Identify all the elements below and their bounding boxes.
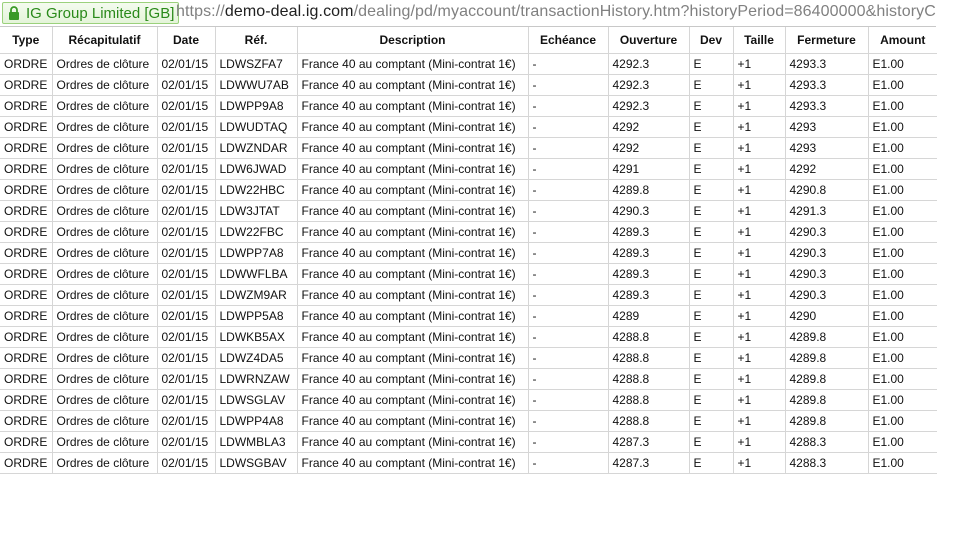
cell-fermeture: 4290 (785, 306, 868, 327)
cell-ouverture: 4289.3 (608, 264, 689, 285)
cell-description: France 40 au comptant (Mini-contrat 1€) (297, 411, 528, 432)
column-header-ref[interactable]: Réf. (215, 27, 297, 54)
cell-recapitulatif: Ordres de clôture (52, 117, 157, 138)
cell-ouverture: 4288.8 (608, 369, 689, 390)
cell-amount: E1.00 (868, 180, 937, 201)
cell-dev: E (689, 201, 733, 222)
cell-dev: E (689, 411, 733, 432)
table-row[interactable] (0, 390, 937, 411)
browser-address-bar[interactable] (0, 0, 936, 27)
cell-ouverture: 4288.8 (608, 348, 689, 369)
cell-ref: LDWPP5A8 (215, 306, 297, 327)
cell-taille: +1 (733, 117, 785, 138)
cell-amount: E1.00 (868, 306, 937, 327)
cell-taille: +1 (733, 453, 785, 474)
cell-echeance: - (528, 285, 608, 306)
cell-type: ORDRE (0, 285, 52, 306)
cell-recapitulatif: Ordres de clôture (52, 201, 157, 222)
cell-ref: LDWWFLBA (215, 264, 297, 285)
table-row[interactable] (0, 285, 937, 306)
cell-ouverture: 4292.3 (608, 54, 689, 75)
column-header-type[interactable]: Type (0, 27, 52, 54)
cell-ref: LDWSZFA7 (215, 54, 297, 75)
table-row[interactable] (0, 432, 937, 453)
cell-taille: +1 (733, 75, 785, 96)
cell-amount: E1.00 (868, 117, 937, 138)
cell-date: 02/01/15 (157, 180, 215, 201)
cell-ouverture: 4288.8 (608, 390, 689, 411)
transaction-history-table (0, 27, 937, 474)
cell-description: France 40 au comptant (Mini-contrat 1€) (297, 180, 528, 201)
cell-description: France 40 au comptant (Mini-contrat 1€) (297, 75, 528, 96)
cell-taille: +1 (733, 138, 785, 159)
cell-recapitulatif: Ordres de clôture (52, 96, 157, 117)
cell-taille: +1 (733, 432, 785, 453)
cell-taille: +1 (733, 201, 785, 222)
cell-dev: E (689, 264, 733, 285)
table-row[interactable] (0, 348, 937, 369)
cell-taille: +1 (733, 348, 785, 369)
cell-ouverture: 4288.8 (608, 411, 689, 432)
cell-recapitulatif: Ordres de clôture (52, 264, 157, 285)
column-header-recapitulatif[interactable]: Récapitulatif (52, 27, 157, 54)
cell-date: 02/01/15 (157, 453, 215, 474)
cell-fermeture: 4288.3 (785, 432, 868, 453)
cell-taille: +1 (733, 243, 785, 264)
cell-date: 02/01/15 (157, 243, 215, 264)
cell-recapitulatif: Ordres de clôture (52, 180, 157, 201)
cell-ref: LDW6JWAD (215, 159, 297, 180)
cell-ouverture: 4291 (608, 159, 689, 180)
table-row[interactable] (0, 159, 937, 180)
cell-description: France 40 au comptant (Mini-contrat 1€) (297, 285, 528, 306)
cell-dev: E (689, 432, 733, 453)
cell-recapitulatif: Ordres de clôture (52, 54, 157, 75)
cell-echeance: - (528, 117, 608, 138)
cell-taille: +1 (733, 264, 785, 285)
cell-date: 02/01/15 (157, 159, 215, 180)
table-row[interactable] (0, 369, 937, 390)
cell-ouverture: 4292.3 (608, 75, 689, 96)
cell-echeance: - (528, 96, 608, 117)
cell-date: 02/01/15 (157, 348, 215, 369)
cell-date: 02/01/15 (157, 222, 215, 243)
cell-taille: +1 (733, 222, 785, 243)
cell-amount: E1.00 (868, 369, 937, 390)
cell-dev: E (689, 285, 733, 306)
cell-fermeture: 4290.3 (785, 264, 868, 285)
cell-description: France 40 au comptant (Mini-contrat 1€) (297, 369, 528, 390)
cell-description: France 40 au comptant (Mini-contrat 1€) (297, 201, 528, 222)
cell-fermeture: 4290.3 (785, 222, 868, 243)
cell-echeance: - (528, 327, 608, 348)
column-header-echeance[interactable]: Echéance (528, 27, 608, 54)
cell-echeance: - (528, 390, 608, 411)
cell-description: France 40 au comptant (Mini-contrat 1€) (297, 159, 528, 180)
cell-dev: E (689, 348, 733, 369)
cell-ouverture: 4289.8 (608, 180, 689, 201)
table-row[interactable] (0, 222, 937, 243)
cell-date: 02/01/15 (157, 264, 215, 285)
cell-fermeture: 4290.8 (785, 180, 868, 201)
cell-amount: E1.00 (868, 138, 937, 159)
cell-echeance: - (528, 222, 608, 243)
cell-amount: E1.00 (868, 75, 937, 96)
cell-fermeture: 4293.3 (785, 54, 868, 75)
cell-ref: LDW3JTAT (215, 201, 297, 222)
cell-amount: E1.00 (868, 222, 937, 243)
cell-type: ORDRE (0, 117, 52, 138)
cell-dev: E (689, 159, 733, 180)
cell-echeance: - (528, 348, 608, 369)
cell-description: France 40 au comptant (Mini-contrat 1€) (297, 54, 528, 75)
cell-amount: E1.00 (868, 453, 937, 474)
cell-dev: E (689, 117, 733, 138)
cell-echeance: - (528, 75, 608, 96)
cell-taille: +1 (733, 390, 785, 411)
cell-ouverture: 4289.3 (608, 285, 689, 306)
cell-ref: LDWZM9AR (215, 285, 297, 306)
cell-recapitulatif: Ordres de clôture (52, 411, 157, 432)
cell-fermeture: 4289.8 (785, 411, 868, 432)
cell-recapitulatif: Ordres de clôture (52, 222, 157, 243)
cell-echeance: - (528, 369, 608, 390)
cell-ref: LDWRNZAW (215, 369, 297, 390)
cell-fermeture: 4293.3 (785, 96, 868, 117)
cell-ouverture: 4287.3 (608, 453, 689, 474)
cell-fermeture: 4293.3 (785, 75, 868, 96)
cell-recapitulatif: Ordres de clôture (52, 285, 157, 306)
column-header-description[interactable]: Description (297, 27, 528, 54)
cell-recapitulatif: Ordres de clôture (52, 159, 157, 180)
cell-date: 02/01/15 (157, 54, 215, 75)
cell-fermeture: 4289.8 (785, 327, 868, 348)
cell-description: France 40 au comptant (Mini-contrat 1€) (297, 222, 528, 243)
cell-description: France 40 au comptant (Mini-contrat 1€) (297, 264, 528, 285)
cell-date: 02/01/15 (157, 411, 215, 432)
cell-type: ORDRE (0, 348, 52, 369)
cell-ref: LDWMBLA3 (215, 432, 297, 453)
cell-type: ORDRE (0, 327, 52, 348)
cell-ouverture: 4288.8 (608, 327, 689, 348)
cell-taille: +1 (733, 96, 785, 117)
cell-description: France 40 au comptant (Mini-contrat 1€) (297, 390, 528, 411)
column-header-taille[interactable]: Taille (733, 27, 785, 54)
cell-recapitulatif: Ordres de clôture (52, 453, 157, 474)
cell-date: 02/01/15 (157, 285, 215, 306)
cell-echeance: - (528, 201, 608, 222)
cell-dev: E (689, 54, 733, 75)
table-row[interactable] (0, 411, 937, 432)
cell-date: 02/01/15 (157, 201, 215, 222)
cell-type: ORDRE (0, 243, 52, 264)
cell-amount: E1.00 (868, 348, 937, 369)
cell-type: ORDRE (0, 201, 52, 222)
cell-ouverture: 4292 (608, 117, 689, 138)
cell-fermeture: 4290.3 (785, 285, 868, 306)
cell-type: ORDRE (0, 75, 52, 96)
cell-fermeture: 4288.3 (785, 453, 868, 474)
cell-taille: +1 (733, 285, 785, 306)
cell-amount: E1.00 (868, 327, 937, 348)
table-row[interactable] (0, 180, 937, 201)
cell-dev: E (689, 222, 733, 243)
column-header-date[interactable]: Date (157, 27, 215, 54)
cell-recapitulatif: Ordres de clôture (52, 369, 157, 390)
cell-taille: +1 (733, 159, 785, 180)
cell-recapitulatif: Ordres de clôture (52, 390, 157, 411)
cell-echeance: - (528, 159, 608, 180)
cell-ouverture: 4292 (608, 138, 689, 159)
column-header-ouverture[interactable]: Ouverture (608, 27, 689, 54)
cell-amount: E1.00 (868, 54, 937, 75)
cell-type: ORDRE (0, 138, 52, 159)
cell-amount: E1.00 (868, 432, 937, 453)
cell-type: ORDRE (0, 159, 52, 180)
url-scheme: https:// (176, 3, 225, 20)
transaction-history-table-container (0, 27, 937, 474)
url-path: /dealing/pd/myaccount/transactionHistory.htm?historyPeriod=86400000&historyC (353, 3, 936, 20)
url-host: demo-deal.ig.com (224, 3, 354, 20)
cell-echeance: - (528, 243, 608, 264)
cell-amount: E1.00 (868, 96, 937, 117)
cell-dev: E (689, 96, 733, 117)
cell-taille: +1 (733, 180, 785, 201)
cell-recapitulatif: Ordres de clôture (52, 75, 157, 96)
table-row[interactable] (0, 453, 937, 474)
cell-ref: LDW22FBC (215, 222, 297, 243)
cell-echeance: - (528, 180, 608, 201)
cell-type: ORDRE (0, 390, 52, 411)
cell-recapitulatif: Ordres de clôture (52, 348, 157, 369)
cell-ref: LDWSGBAV (215, 453, 297, 474)
cell-dev: E (689, 243, 733, 264)
table-row[interactable] (0, 75, 937, 96)
cell-amount: E1.00 (868, 264, 937, 285)
url-text[interactable] (176, 3, 936, 21)
cell-taille: +1 (733, 306, 785, 327)
cell-date: 02/01/15 (157, 369, 215, 390)
cell-description: France 40 au comptant (Mini-contrat 1€) (297, 327, 528, 348)
cell-taille: +1 (733, 411, 785, 432)
cell-dev: E (689, 390, 733, 411)
cell-ref: LDWWU7AB (215, 75, 297, 96)
table-row[interactable] (0, 264, 937, 285)
cell-ref: LDWUDTAQ (215, 117, 297, 138)
cell-dev: E (689, 453, 733, 474)
cell-ouverture: 4289.3 (608, 222, 689, 243)
cell-amount: E1.00 (868, 390, 937, 411)
cell-recapitulatif: Ordres de clôture (52, 306, 157, 327)
cell-dev: E (689, 369, 733, 390)
cell-echeance: - (528, 54, 608, 75)
lock-icon (7, 5, 21, 21)
cell-echeance: - (528, 411, 608, 432)
table-row[interactable] (0, 306, 937, 327)
cell-description: France 40 au comptant (Mini-contrat 1€) (297, 117, 528, 138)
table-row[interactable] (0, 54, 937, 75)
cell-fermeture: 4293 (785, 117, 868, 138)
cell-fermeture: 4289.8 (785, 369, 868, 390)
cell-recapitulatif: Ordres de clôture (52, 243, 157, 264)
table-row[interactable] (0, 201, 937, 222)
cell-amount: E1.00 (868, 411, 937, 432)
column-header-amount[interactable]: Amount (868, 27, 937, 54)
cell-date: 02/01/15 (157, 432, 215, 453)
cell-amount: E1.00 (868, 201, 937, 222)
cell-date: 02/01/15 (157, 117, 215, 138)
cell-date: 02/01/15 (157, 306, 215, 327)
cell-date: 02/01/15 (157, 75, 215, 96)
cell-recapitulatif: Ordres de clôture (52, 432, 157, 453)
cell-ref: LDWZ4DA5 (215, 348, 297, 369)
cell-dev: E (689, 306, 733, 327)
cell-type: ORDRE (0, 432, 52, 453)
cell-fermeture: 4291.3 (785, 201, 868, 222)
cell-echeance: - (528, 432, 608, 453)
cell-fermeture: 4290.3 (785, 243, 868, 264)
cell-description: France 40 au comptant (Mini-contrat 1€) (297, 453, 528, 474)
cell-type: ORDRE (0, 369, 52, 390)
cell-type: ORDRE (0, 411, 52, 432)
cell-type: ORDRE (0, 96, 52, 117)
cell-ouverture: 4292.3 (608, 96, 689, 117)
cell-ref: LDWPP4A8 (215, 411, 297, 432)
cell-type: ORDRE (0, 180, 52, 201)
cell-description: France 40 au comptant (Mini-contrat 1€) (297, 432, 528, 453)
cell-recapitulatif: Ordres de clôture (52, 327, 157, 348)
cell-echeance: - (528, 453, 608, 474)
cell-ouverture: 4287.3 (608, 432, 689, 453)
cell-description: France 40 au comptant (Mini-contrat 1€) (297, 348, 528, 369)
cell-amount: E1.00 (868, 285, 937, 306)
cell-description: France 40 au comptant (Mini-contrat 1€) (297, 243, 528, 264)
cell-echeance: - (528, 264, 608, 285)
cell-ref: LDWSGLAV (215, 390, 297, 411)
cell-fermeture: 4289.8 (785, 348, 868, 369)
cell-fermeture: 4293 (785, 138, 868, 159)
cell-type: ORDRE (0, 54, 52, 75)
column-header-fermeture[interactable]: Fermeture (785, 27, 868, 54)
cell-ref: LDWPP7A8 (215, 243, 297, 264)
site-identity-label: IG Group Limited [GB] (26, 4, 175, 22)
cell-fermeture: 4292 (785, 159, 868, 180)
cell-type: ORDRE (0, 222, 52, 243)
cell-date: 02/01/15 (157, 327, 215, 348)
table-row[interactable] (0, 96, 937, 117)
table-header-row (0, 27, 937, 54)
table-row[interactable] (0, 327, 937, 348)
cell-taille: +1 (733, 327, 785, 348)
cell-dev: E (689, 75, 733, 96)
cell-amount: E1.00 (868, 159, 937, 180)
cell-type: ORDRE (0, 306, 52, 327)
cell-echeance: - (528, 306, 608, 327)
table-row[interactable] (0, 243, 937, 264)
cell-echeance: - (528, 138, 608, 159)
cell-amount: E1.00 (868, 243, 937, 264)
cell-dev: E (689, 138, 733, 159)
cell-description: France 40 au comptant (Mini-contrat 1€) (297, 138, 528, 159)
table-row[interactable] (0, 117, 937, 138)
cell-dev: E (689, 180, 733, 201)
cell-date: 02/01/15 (157, 390, 215, 411)
cell-date: 02/01/15 (157, 96, 215, 117)
cell-fermeture: 4289.8 (785, 390, 868, 411)
cell-type: ORDRE (0, 264, 52, 285)
cell-description: France 40 au comptant (Mini-contrat 1€) (297, 306, 528, 327)
cell-ref: LDWPP9A8 (215, 96, 297, 117)
cell-description: France 40 au comptant (Mini-contrat 1€) (297, 96, 528, 117)
cell-ouverture: 4289 (608, 306, 689, 327)
cell-dev: E (689, 327, 733, 348)
cell-taille: +1 (733, 369, 785, 390)
cell-ref: LDWZNDAR (215, 138, 297, 159)
table-row[interactable] (0, 138, 937, 159)
cell-ref: LDWKB5AX (215, 327, 297, 348)
cell-ouverture: 4290.3 (608, 201, 689, 222)
cell-recapitulatif: Ordres de clôture (52, 138, 157, 159)
cell-ouverture: 4289.3 (608, 243, 689, 264)
cell-type: ORDRE (0, 453, 52, 474)
column-header-dev[interactable]: Dev (689, 27, 733, 54)
site-identity-badge[interactable] (2, 2, 179, 24)
cell-taille: +1 (733, 54, 785, 75)
cell-ref: LDW22HBC (215, 180, 297, 201)
table-body (0, 54, 937, 474)
cell-date: 02/01/15 (157, 138, 215, 159)
